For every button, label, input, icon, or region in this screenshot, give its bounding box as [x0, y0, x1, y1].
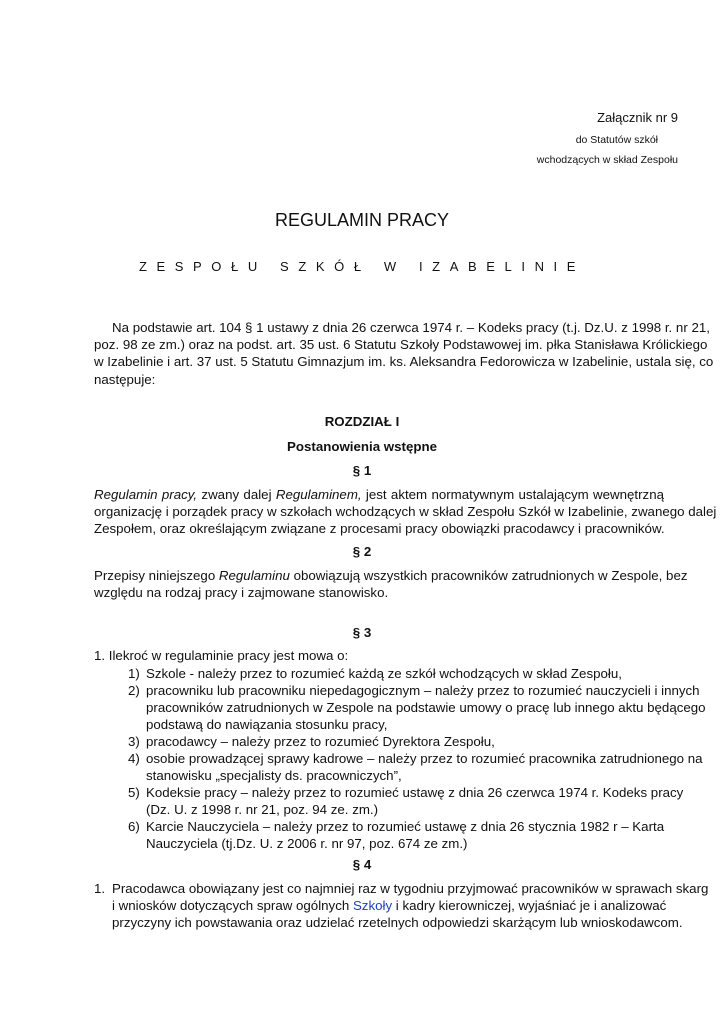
annex-number: Załącznik nr 9: [597, 110, 678, 125]
section-1-mark: § 1: [352, 463, 372, 478]
section-2-text: [94, 567, 688, 601]
section-2-line: Przepisy niniejszego Regulaminu obowiązują wszystkich pracowników zatrudnionych w Zespole, bez: [94, 568, 688, 583]
section-3-lead: 1. Ilekroć w regulaminie pracy jest mowa o:: [94, 648, 349, 663]
chapter-title: Postanowienia wstępne: [287, 439, 437, 454]
section-1-line: organizację i porządek pracy w szkołach wchodzących w skład Zespołu Szkół w Izabelinie, zwanego dalej: [94, 504, 717, 520]
list-item-line: Karcie Nauczyciela – należy przez to rozumieć ustawę z dnia 26 stycznia 1982 r – Karta: [146, 819, 665, 834]
annex-scope: wchodzących w skład Zespołu: [536, 154, 678, 166]
intro-line: w Izabelinie i art. 37 ust. 5 Statutu Gimnazjum im. ks. Aleksandra Fedorowicza w Izabelinie, ustala się, co: [94, 354, 714, 370]
section-4-line: przyczyny ich powstawania oraz udzielać rzetelnych odpowiedzi skarżącym lub wnioskodawcom.: [112, 915, 683, 931]
document-subtitle: ZESPOŁU SZKÓŁ W IZABELINIE: [138, 259, 586, 274]
list-item-line: podstawą do nawiązania stosunku pracy,: [146, 717, 388, 733]
list-item-line: pracowniku lub pracowniku niepedagogicznym – należy przez to rozumieć nauczycieli i innych: [146, 683, 700, 698]
list-item-line: Szkole - należy przez to rozumieć każdą ze szkół wchodzących w skład Zespołu,: [146, 666, 622, 681]
document-title: REGULAMIN PRACY: [274, 210, 450, 230]
szkoly-link[interactable]: Szkoły: [352, 898, 393, 914]
section-2-line: względu na rodzaj pracy i zajmowane stanowisko.: [94, 585, 389, 601]
list-item-number: 1): [128, 666, 140, 681]
list-item-line: (Dz. U. z 1998 r. nr 21, poz. 94 ze. zm.): [146, 802, 379, 818]
intro-line: następuje:: [94, 371, 156, 387]
section-1-line: Zespołem, oraz określającym związane z procesami pracy obowiązki pracodawcy i pracowników.: [94, 521, 665, 537]
list-item-number: 2): [128, 683, 140, 698]
list-item-line: stanowisku „specjalisty ds. pracowniczych”,: [146, 768, 402, 784]
term-regulaminu: Regulaminu: [218, 568, 290, 583]
section-3-mark: § 3: [352, 625, 372, 640]
section-1-line: Regulamin pracy, zwany dalej Regulaminem, jest aktem normatywnym ustalającym wewnętrzną: [94, 487, 664, 502]
annex-reference: do Statutów szkół: [575, 134, 658, 146]
intro-paragraph: [94, 319, 714, 388]
list-item-line: pracodawcy – należy przez to rozumieć Dyrektora Zespołu,: [146, 734, 495, 749]
list-item-line: Kodeksie pracy – należy przez to rozumieć ustawę z dnia 26 czerwca 1974 r. Kodeks pracy: [146, 785, 684, 800]
list-item-number: 6): [128, 819, 140, 834]
list-item-line: pracowników zatrudnionych w Zespole na podstawie umowy o pracę lub innego aktu będącego: [146, 700, 706, 716]
term-regulamin-pracy: Regulamin pracy,: [94, 487, 198, 502]
list-item-number: 1.: [94, 881, 106, 896]
list-item-number: 4): [128, 751, 140, 766]
list-item-line: osobie prowadzącej sprawy kadrowe – należy przez to rozumieć pracownika zatrudnionego na: [146, 751, 703, 766]
section-1-text: [94, 486, 717, 538]
list-item-number: 3): [128, 734, 140, 749]
section-4-line: i wniosków dotyczących spraw ogólnych Szkoły i kadry kierowniczej, wyjaśniać je i analizować: [112, 898, 667, 914]
section-4-mark: § 4: [352, 857, 372, 872]
section-2-mark: § 2: [352, 544, 372, 559]
section-4-line: Pracodawca obowiązany jest co najmniej raz w tygodniu przyjmować pracowników w sprawach skarg: [112, 881, 709, 896]
intro-line: Na podstawie art. 104 § 1 ustawy z dnia 26 czerwca 1974 r. – Kodeks pracy (t.j. Dz.U. z 1998 r. nr 21,: [112, 320, 710, 335]
list-item-number: 5): [128, 785, 140, 800]
term-regulaminem: Regulaminem,: [275, 487, 362, 502]
chapter-heading: ROZDZIAŁ I: [324, 414, 400, 429]
list-item-line: Nauczyciela (tj.Dz. U. z 2006 r. nr 97, poz. 674 ze zm.): [146, 836, 468, 852]
intro-line: poz. 98 ze zm.) oraz na podst. art. 35 ust. 6 Statutu Szkoły Podstawowej im. płka Stanisława Królickiego: [94, 337, 708, 353]
